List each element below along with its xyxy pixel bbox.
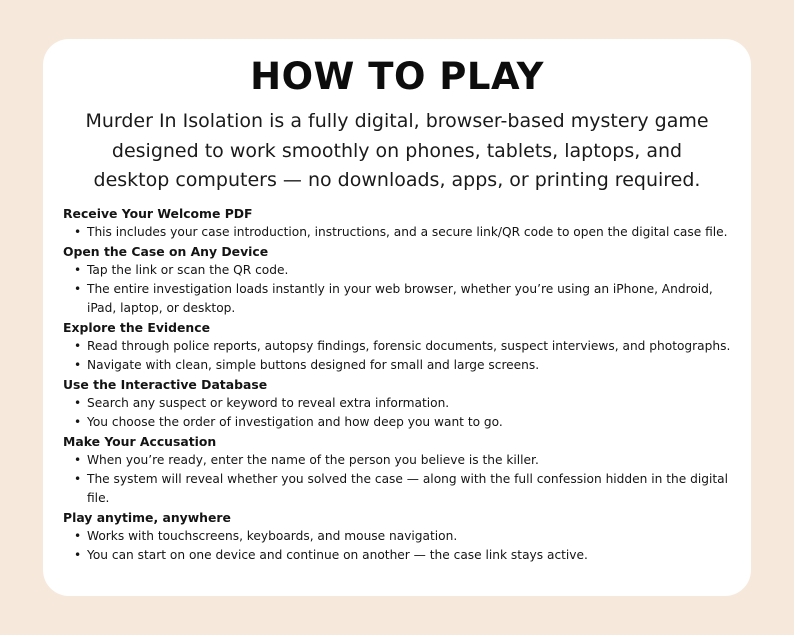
- page-title: HOW TO PLAY: [250, 55, 544, 98]
- step-interactive-database: [63, 375, 731, 432]
- step-title: Make Your Accusation: [63, 433, 217, 449]
- list-item: • You choose the order of investigation and how deep you want to go.: [87, 413, 731, 432]
- step-title: Explore the Evidence: [63, 319, 211, 335]
- step-play-anytime: [63, 508, 731, 565]
- step-bullets: [63, 394, 731, 432]
- step-bullets: [63, 337, 731, 375]
- step-title: Use the Interactive Database: [63, 376, 268, 392]
- step-make-accusation: [63, 432, 731, 508]
- steps-list: [63, 204, 731, 565]
- step-title: Open the Case on Any Device: [63, 243, 269, 259]
- step-bullets: [63, 223, 731, 242]
- step-bullets: [63, 527, 731, 565]
- list-item: • The system will reveal whether you solved the case — along with the full confession hidden in the digital file.: [87, 470, 731, 508]
- list-item: • Tap the link or scan the QR code.: [87, 261, 731, 280]
- list-item: • You can start on one device and continue on another — the case link stays active.: [87, 546, 731, 565]
- list-item: • Search any suspect or keyword to reveal extra information.: [87, 394, 731, 413]
- intro-paragraph: Murder In Isolation is a fully digital, browser-based mystery game designed to work smoothly on phones, tablets, laptops, and desktop computers — no downloads, apps, or printing required.: [85, 110, 709, 191]
- step-title: Receive Your Welcome PDF: [63, 205, 253, 221]
- list-item: • Read through police reports, autopsy findings, forensic documents, suspect interviews, and photographs.: [87, 337, 731, 356]
- instructions-card: [43, 39, 751, 596]
- step-bullets: [63, 451, 731, 508]
- list-item: • Navigate with clean, simple buttons designed for small and large screens.: [87, 356, 731, 375]
- list-item: • When you’re ready, enter the name of the person you believe is the killer.: [87, 451, 731, 470]
- step-explore-evidence: [63, 318, 731, 375]
- list-item: • This includes your case introduction, instructions, and a secure link/QR code to open the digital case file.: [87, 223, 731, 242]
- step-bullets: [63, 261, 731, 318]
- list-item: • Works with touchscreens, keyboards, and mouse navigation.: [87, 527, 731, 546]
- step-title: Play anytime, anywhere: [63, 509, 231, 525]
- step-welcome-pdf: [63, 204, 731, 242]
- step-open-case: [63, 242, 731, 318]
- list-item: • The entire investigation loads instantly in your web browser, whether you’re using an iPhone, Android, iPad, laptop, or desktop.: [87, 280, 731, 318]
